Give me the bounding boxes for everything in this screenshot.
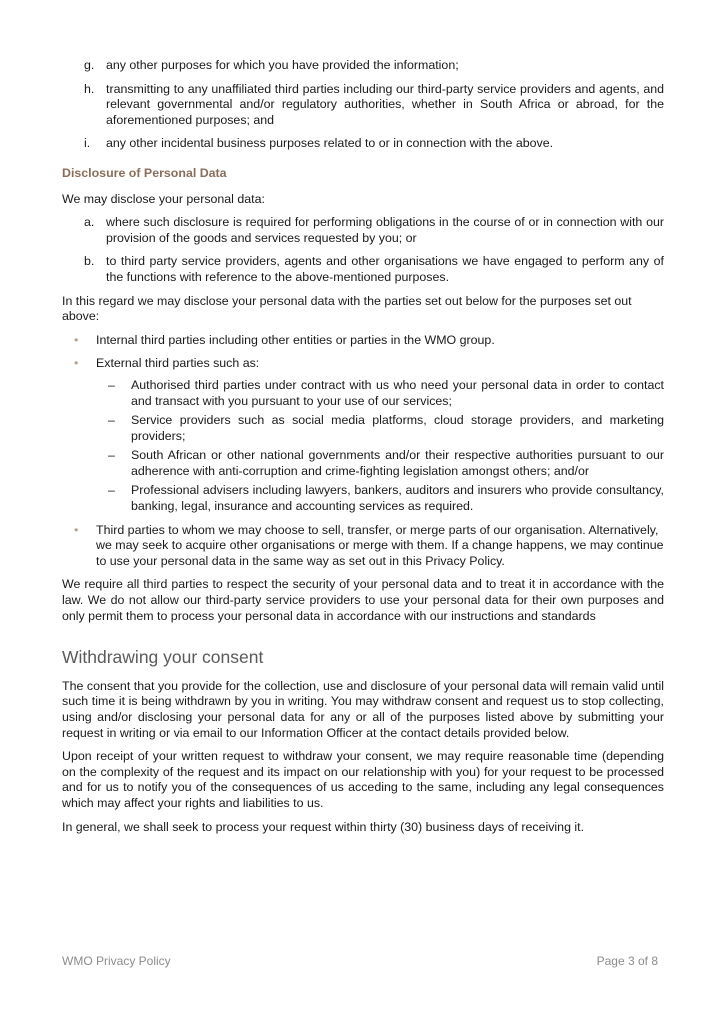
dash-icon: – [108, 483, 115, 498]
list-item-text: Third parties to whom we may choose to sell, transfer, or merge parts of our organisation. Alternatively, we may seek to acquire other organisations or merge with them. If a change happens, we may continue to use your personal data in the same way as set out in this Privacy Policy. [96, 522, 664, 568]
list-item-text: any other purposes for which you have provided the information; [106, 58, 459, 72]
bullet-icon: • [74, 332, 79, 347]
list-item-text: any other incidental business purposes related to or in connection with the above. [106, 136, 554, 151]
list-item-text: where such disclosure is required for performing obligations in the course of or in connection with our provision of the goods and services requested by you; or [106, 215, 664, 245]
dash-icon: – [108, 448, 115, 463]
list-marker: i. [84, 136, 91, 151]
external-parties-list [96, 378, 664, 515]
list-item-text: Professional advisers including lawyers, bankers, auditors and insurers who provide consultancy, banking, legal, insurance and accounting services as required. [131, 483, 664, 514]
list-item [96, 483, 664, 514]
list-marker: g. [84, 58, 95, 72]
disclosure-heading: Disclosure of Personal Data [62, 165, 227, 180]
list-item [62, 136, 664, 152]
list-item [62, 254, 664, 285]
list-item [62, 356, 664, 514]
list-item-text: External third parties such as: [96, 356, 260, 371]
list-item-text: Internal third parties including other entities or parties in the WMO group. [96, 332, 495, 347]
list-item [62, 333, 664, 349]
list-item [96, 378, 664, 409]
list-item [62, 82, 664, 129]
page-number: Page 3 of 8 [596, 954, 658, 968]
list-marker: b. [84, 254, 95, 269]
withdraw-paragraph-2: Upon receipt of your written request to withdraw your consent, we may require reasonable time (depending on the complexity of the request and its impact on our relationship with you) for your request to be processed and for us to notify you of the consequences of us acceding to the same, including any legal consequences which may affect your rights and liabilities to us. [62, 749, 664, 810]
list-item [96, 448, 664, 479]
list-item-text: to third party service providers, agents and other organisations we have engaged to perform any of the functions with reference to the above-mentioned purposes. [106, 254, 664, 284]
withdraw-paragraph-3: In general, we shall seek to process your request within thirty (30) business days of receiving it. [62, 819, 585, 834]
dash-icon: – [108, 413, 115, 428]
purposes-list [62, 58, 664, 152]
bullet-icon: • [74, 522, 79, 537]
disclosure-list [62, 215, 664, 285]
disclosure-intro: We may disclose your personal data: [62, 191, 265, 206]
list-item-text: Service providers such as social media platforms, cloud storage providers, and marketing providers; [131, 413, 664, 443]
footer-title: WMO Privacy Policy [62, 954, 171, 968]
withdraw-paragraph-1: The consent that you provide for the collection, use and disclosure of your personal data will remain valid until such time it is being withdrawn by you in writing. You may withdraw consent and request us to stop collecting, using and/or disclosing your personal data for any or all of the purposes listed above by submitting your request in writing or via email to our Information Officer at the contact details provided below. [62, 678, 664, 740]
page-body [62, 58, 664, 843]
bullet-icon: • [74, 356, 79, 371]
third-parties-list [62, 333, 664, 570]
disclosure-regard: In this regard we may disclose your personal data with the parties set out below for the purposes set out above: [62, 293, 632, 324]
list-item-text: South African or other national governments and/or their respective authorities pursuant to our adherence with anti-corruption and crime-fighting legislation amongst others; and/or [131, 448, 664, 478]
list-item-text: Authorised third parties under contract with us who need your personal data in order to contact and transact with you pursuant to your use of our services; [131, 377, 664, 408]
list-item-text: transmitting to any unaffiliated third parties including our third-party service providers and agents, and relevant governmental and/or regulatory authorities, whether in South Africa or abroad, for the aforementioned purposes; and [106, 81, 664, 127]
list-marker: a. [84, 215, 95, 230]
disclosure-closing: We require all third parties to respect the security of your personal data and to treat it in accordance with the law. We do not allow our third-party service providers to use your personal data for their own purposes and only permit them to process your personal data in accordance with our instructions and standards [62, 577, 664, 623]
section-title: Withdrawing your consent [62, 647, 264, 668]
list-item [62, 215, 664, 246]
list-item [96, 413, 664, 444]
dash-icon: – [108, 377, 115, 392]
list-marker: h. [84, 81, 95, 96]
list-item [62, 58, 664, 74]
page-footer [62, 954, 658, 968]
list-item [62, 523, 664, 570]
